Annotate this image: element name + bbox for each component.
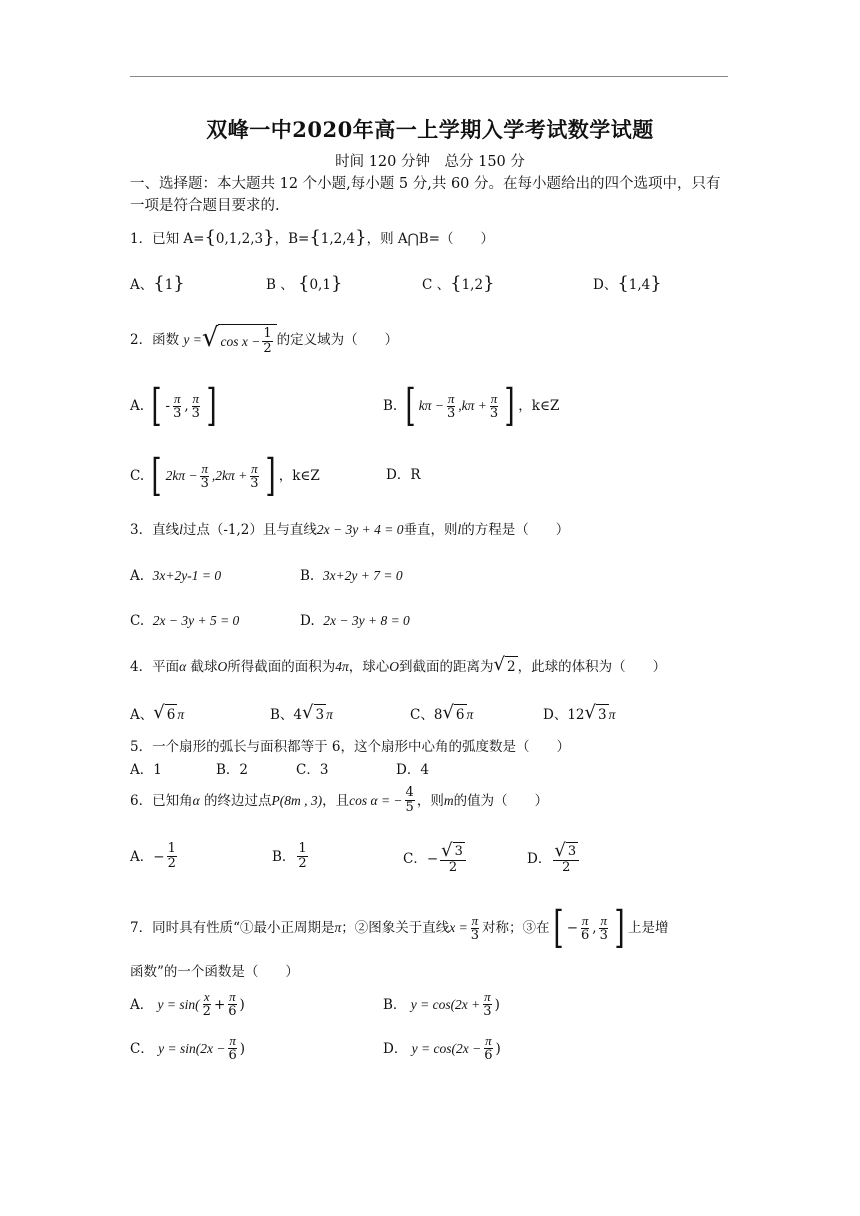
q3-option-c: C. 2x − 3y + 5 = 0 [130, 613, 240, 629]
question-4: 4．平面 α 截球 O 所得截面的面积为 4π ，球心 O 到截面的距离为 √ 2 ，此球的体积为（ ） [130, 654, 667, 675]
q7-option-a: A． y = sin( $\frac{x}{2}$ + $\frac{\pi}{6}$ ) [130, 989, 245, 1019]
q6-option-d: D． √ 3 2 [527, 842, 581, 875]
q3-option-d: D. 2x − 3y + 8 = 0 [300, 613, 410, 629]
q7-option-b: B． y = cos(2x + $\frac{\pi}{3}$ ) [383, 989, 500, 1019]
question-1: 1．已知 A={0,1,2,3}，B={1,2,4}，则 A⋂B=（ ） [130, 227, 494, 248]
q5-option-c: C．3 [296, 762, 329, 778]
question-7: 7．同时具有性质“①最小正周期是 π ；②图象关于直线 x = $\frac{\pi}{3}$ 对称；③在 [ − $\frac{\pi}{6}$ , $\frac{\pi}{3}$ ] 上是增 [130, 902, 669, 953]
q7-option-d: D． y = cos(2x − $\frac{\pi}{6}$ ) [383, 1033, 501, 1063]
q1-option-d: D、{1,4} [593, 273, 662, 294]
q2-option-a: A. [ - $\frac{\pi}{3}$ , $\frac{\pi}{3}$ ] [130, 380, 217, 431]
q5-option-d: D．4 [396, 762, 429, 778]
q4-option-a: A、 √ 6 π [130, 702, 185, 723]
q6-option-b: B． $\frac{1}{2}$ [272, 841, 307, 871]
q4-option-b: B、 4 √ 3 π [270, 702, 333, 723]
q5-option-b: B．2 [216, 762, 249, 778]
set-b: 1,2,4 [320, 231, 356, 247]
q5-option-a: A．1 [130, 762, 162, 778]
section-intro: 一、选择题：本大题共 12 个小题,每小题 5 分,共 60 分。在每小题给出的四个选项中，只有一项是符合题目要求的. [130, 176, 721, 214]
q2-option-c: C. [ 2kπ − $\frac{\pi}{3}$ ,2kπ + $\frac{\pi}{3}$ ] ，k∈Z [130, 450, 320, 501]
question-7-line-2: 函数”的一个函数是（ ） [130, 964, 299, 980]
q4-option-c: C、 8 √ 6 π [410, 702, 474, 723]
header-rule [130, 76, 728, 77]
q7-option-c: C． y = sin(2x − $\frac{\pi}{6}$ ) [130, 1033, 246, 1063]
q2-option-b: B. [ kπ − $\frac{\pi}{3}$ ,kπ + $\frac{\pi}{3}$ ] ，k∈Z [383, 380, 560, 431]
question-6: 6．已知角 α 的终边过点 P(8m , 3) ，且 cos α = − $\frac{4}{5}$ ，则 m 的值为（ ） [130, 785, 549, 815]
q1-option-a: A、{1} [130, 273, 185, 294]
set-a: 0,1,2,3 [215, 231, 264, 247]
question-3: 3．直线l过点（-1,2）且与直线2x − 3y + 4 = 0垂直，则l的方程是（ ） [130, 522, 570, 538]
sqrt-radical: √ cos x − $\frac{1}{2}$ [202, 324, 277, 356]
q1-option-b: B 、 {0,1} [266, 273, 343, 294]
page-title: 双峰一中2020年高一上学期入学考试数学试题 [206, 117, 654, 142]
question-2: 2．函数 y = √ cos x − $\frac{1}{2}$ 的定义域为（ ） [130, 323, 399, 356]
q6-option-a: A． − $\frac{1}{2}$ [130, 841, 176, 871]
q4-option-d: D、 12 √ 3 π [543, 702, 616, 723]
q6-option-c: C． − √ 3 2 [403, 842, 468, 875]
question-5: 5．一个扇形的弧长与面积都等于 6，这个扇形中心角的弧度数是（ ） [130, 739, 570, 755]
q2-option-d: D．R [386, 467, 421, 483]
q1-option-c: C 、{1,2} [422, 273, 495, 294]
q3-option-a: A. 3x+2y-1 = 0 [130, 568, 222, 584]
q3-option-b: B. 3x+2y + 7 = 0 [300, 568, 403, 584]
exam-time-score: 时间 120 分钟 总分 150 分 [335, 154, 525, 170]
